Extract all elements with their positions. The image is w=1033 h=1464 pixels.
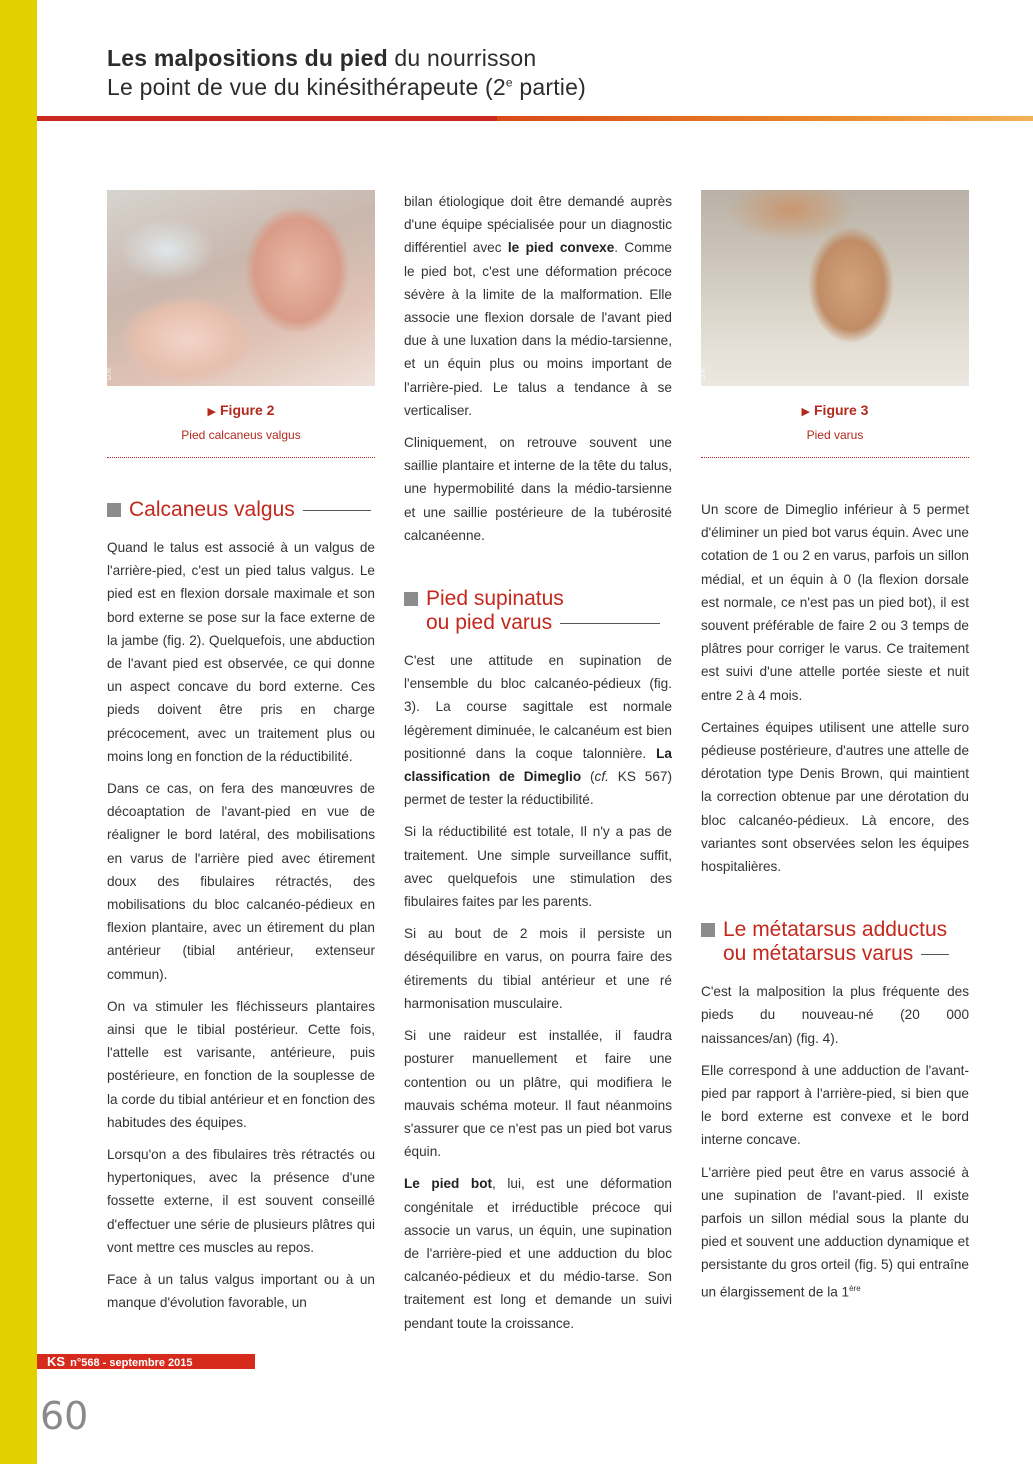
figure-2-caption [107, 400, 375, 458]
square-bullet-icon [701, 923, 715, 937]
photo-credit: D.R. [106, 366, 113, 380]
square-bullet-icon [404, 592, 418, 606]
triangle-right-icon: ▶ [207, 406, 216, 418]
heading-rule [303, 510, 371, 511]
section-heading-metatarsus: Le métatarsus adductus ou métatarsus varus [701, 918, 969, 966]
paragraph: Si la réductibilité est totale, Il n'y a pas de traitement. Une simple surveillance suffit, avec quelquefois une stimulation des fibulaires faites par les parents. [404, 824, 672, 910]
heading-rule [921, 954, 949, 955]
paragraph: L'arrière pied peut être en varus associé à une supination de l'avant-pied. Il existe parfois un sillon médial sous la plante du pied et souvent une adduction dynamique et persistante du gros orteil (fig. 5) qui entraîne un élargissement de la 1ère [701, 1164, 969, 1300]
paragraph: Quand le talus est associé à un valgus de l'arrière-pied, c'est un pied talus valgus. Le pied est en flexion dorsale maximale et son bord externe se pose sur la face externe de la jambe (fig. 2). Quelquefois, une abduction de l'avant pied est observée, ce qui donne un aspect concave du bord externe. Ces pieds doivent être pris en charge précocement, avec un traitement plus ou moins long en fonction de la réductibilité. [107, 540, 375, 764]
paragraph: Cliniquement, on retrouve souvent une saillie plantaire et interne de la tête du talus, une hypermobilité dans la médio-tarsienne et une saillie postérieure de la tubérosité calcanéenne. [404, 435, 672, 543]
yellow-side-bar [0, 0, 37, 1464]
paragraph: Un score de Dimeglio inférieur à 5 permet d'éliminer un pied bot varus équin. Avec une cotation de 1 ou 2 en varus, parfois un sillon médial, et un équin à 0 (la flexion dorsale est normale, ce n'est pas un pied bot), il est souvent préférable de faire 2 ou 3 temps de plâtres pour corriger le varus. Ce traitement est suivi d'une attelle portée sieste et nuit entre 2 à 4 mois. [701, 502, 969, 703]
figure-3-title: Pied varus [806, 428, 864, 442]
article-header [107, 44, 987, 102]
paragraph: Certaines équipes utilisent une attelle suro pédieuse postérieure, d'autres une attelle de dérotation type Denis Brown, qui maintient la correction obtenue par une dérotation du bloc calcanéo-pédieux. Là encore, des variantes sont observées selon les équipes hospitalières. [701, 719, 969, 875]
heading-rule [560, 623, 660, 624]
article-title: Les malpositions du pied du nourrisson [107, 45, 537, 71]
square-bullet-icon [107, 503, 121, 517]
header-rule-orange [497, 116, 1033, 121]
figure-2-photo [107, 190, 375, 386]
column-3 [701, 190, 969, 1312]
section-heading-supinatus: Pied supinatus ou pied varus [404, 587, 672, 635]
figure-3-caption [701, 400, 969, 458]
column-2 [404, 190, 672, 1344]
paragraph: Si une raideur est installée, il faudra posturer manuellement et faire une contention ou un plâtre, qui modifiera le mauvais schéma moteur. Il faut néanmoins s'assurer que ce n'est pas un pied bot varus équin. [404, 1028, 672, 1160]
paragraph: On va stimuler les fléchisseurs plantaires ainsi que le tibial postérieur. Cette fois, l'attelle est varisante, antérieure, puis postérieure, en fonction de la souplesse de la corde du tibial antérieur et en fonction des habitudes des équipes. [107, 998, 375, 1130]
paragraph: Le pied bot, lui, est une déformation congénitale et irréductible précoce qui associe un varus, un équin, une supination de l'arrière-pied et une adduction du bloc calcanéo-pédieux et du médio-tarse. Son traitement est long et demande un suivi pendant toute la croissance. [404, 1176, 672, 1331]
article-subtitle: Le point de vue du kinésithérapeute (2e partie) [107, 74, 586, 100]
figure-2-title: Pied calcaneus valgus [181, 428, 301, 442]
paragraph: C'est une attitude en supination de l'ensemble du bloc calcanéo-pédieux (fig. 3). La course sagittale est normale légèrement diminuée, le calcanéum est bien positionné dans la coque talonnière. La classification de Dimeglio (cf. KS 567) permet de tester la réductibilité. [404, 653, 672, 808]
column-1 [107, 190, 375, 1324]
section-heading-calcaneus: Calcaneus valgus [107, 498, 375, 522]
paragraph: Face à un talus valgus important ou à un manque d'évolution favorable, un [107, 1272, 375, 1311]
triangle-right-icon: ▶ [801, 406, 810, 418]
page-number: 60 [40, 1394, 89, 1438]
figure-3-label: ▶ Figure 3 [801, 402, 869, 418]
paragraph: Lorsqu'on a des fibulaires très rétractés ou hypertoniques, avec la présence d'une fossette externe, il est souvent conseillé d'effectuer une série de plusieurs plâtres qui vont mettre ces muscles au repos. [107, 1147, 375, 1255]
paragraph: Dans ce cas, on fera des manœuvres de décoaptation de l'avant-pied en vue de réaligner le bord latéral, des mobilisations en varus de l'arrière pied avec étirement doux des fibulaires rétractés, des mobilisations du bloc calcanéo-pédieux en flexion plantaire, avec un étirement du plan antérieur (tibial antérieur, extenseur commun). [107, 781, 375, 982]
footer-issue-band: KS n°568 - septembre 2015 [37, 1354, 255, 1369]
figure-3-photo [701, 190, 969, 386]
photo-credit: D.R. [700, 366, 707, 380]
header-rule-red [37, 116, 497, 121]
paragraph: Elle correspond à une adduction de l'avant-pied par rapport à l'arrière-pied, si bien que le bord externe est convexe et le bord interne concave. [701, 1062, 969, 1148]
paragraph: Si au bout de 2 mois il persiste un déséquilibre en varus, on pourra faire des étirements du tibial antérieur et une ré harmonisation musculaire. [404, 926, 672, 1011]
paragraph: C'est la malposition la plus fréquente des pieds du nouveau-né (20 000 naissances/an) (fig. 4). [701, 984, 969, 1046]
figure-2-label: ▶ Figure 2 [207, 402, 275, 418]
paragraph: bilan étiologique doit être demandé auprès d'une équipe spécialisée pour un diagnostic différentiel avec le pied convexe. Comme le pied bot, c'est une déformation précoce sévère à la limite de la malformation. Elle associe une flexion dorsale de l'avant pied due à une luxation dans la médio-tarsienne, et un équin plus ou moins important de l'arrière-pied. Le talus a tendance à se verticaliser. [404, 194, 672, 418]
